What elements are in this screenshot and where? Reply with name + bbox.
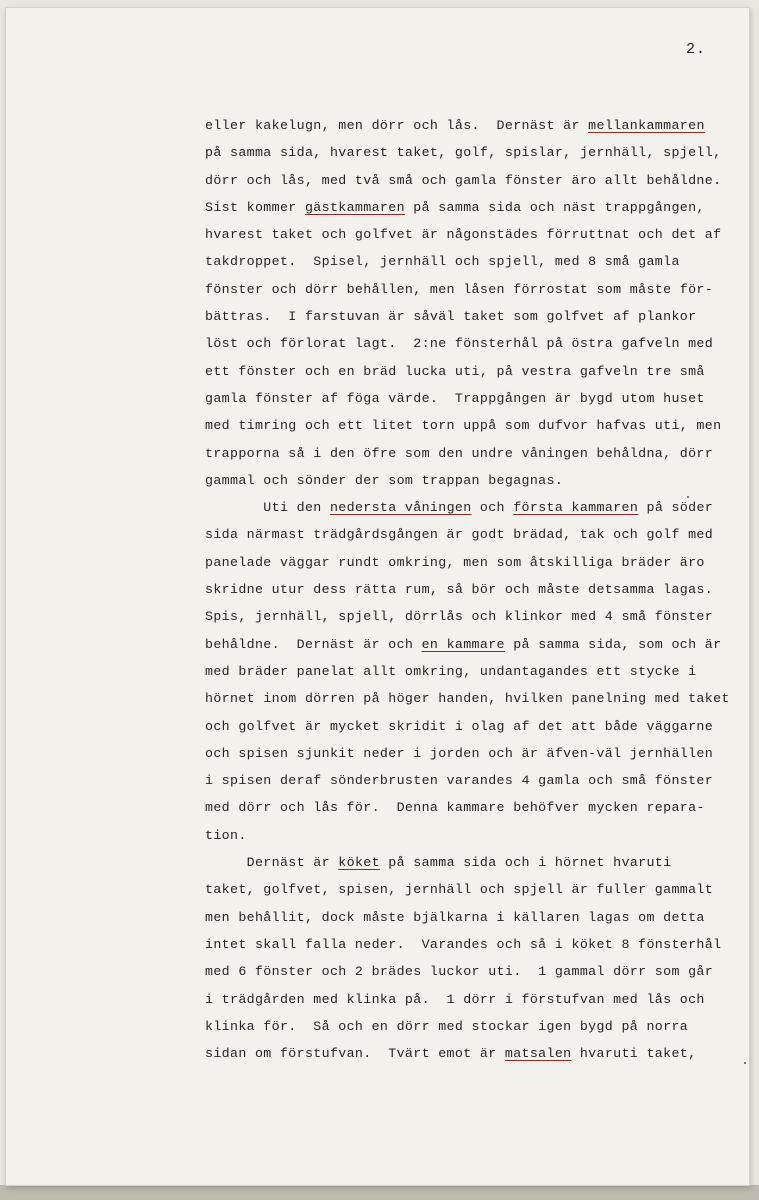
paper-speck	[744, 1062, 746, 1064]
text-line	[205, 1013, 735, 1040]
underlined-term: nedersta våningen	[329, 500, 472, 516]
text-line	[205, 494, 735, 521]
text-line	[205, 685, 735, 712]
text-line	[205, 330, 735, 357]
text-line	[205, 794, 735, 821]
text-line	[205, 904, 735, 931]
text-line	[205, 1040, 735, 1067]
text-segment: eller kakelugn, men dörr och lås. Dernäst är	[205, 118, 589, 133]
text-segment: hvaruti taket,	[571, 1046, 697, 1062]
text-segment: i trädgården med klinka på. 1 dörr i förstufvan med lås och	[205, 991, 705, 1007]
text-segment: hörnet inom dörren på höger handen, hvilken panelning med taket	[205, 691, 730, 707]
text-segment: på samma sida, som och är	[504, 636, 722, 652]
text-segment: med dörr och lås för. Denna kammare behöfver mycken repara-	[205, 800, 705, 816]
typewritten-body	[205, 112, 735, 1067]
text-segment: takdroppet. Spisel, jernhäll och spjell, med 8 små gamla	[205, 254, 680, 270]
text-segment: med 6 fönster och 2 brädes luckor uti. 1 gammal dörr som går	[205, 964, 714, 980]
text-segment: med bräder panelat allt omkring, undantagandes ett stycke i	[205, 663, 697, 679]
text-segment: skridne utur dess rätta rum, så bör och måste detsamma lagas.	[205, 582, 714, 598]
text-segment: Sist kommer	[205, 199, 305, 215]
text-segment: gamla fönster af föga värde. Trappgången är bygd utom huset	[205, 390, 705, 406]
text-segment: i spisen deraf sönderbrusten varandes 4 gamla och små fönster	[205, 773, 714, 789]
text-line	[205, 713, 735, 740]
text-line	[205, 467, 735, 494]
text-line	[205, 958, 735, 985]
text-line	[205, 767, 735, 794]
text-segment: men behållit, dock måste bjälkarna i källaren lagas om detta	[205, 909, 705, 925]
text-line	[205, 440, 735, 467]
page-number: 2.	[686, 41, 707, 58]
scan-background-edge	[0, 1185, 759, 1200]
text-line	[205, 194, 735, 221]
text-segment: sida närmast trädgårdsgången är godt brädad, tak och golf med	[205, 527, 714, 543]
text-segment: ett fönster och en bräd lucka uti, på vestra gafveln tre små	[205, 363, 705, 379]
text-segment: trapporna så i den öfre som den undre våningen behåldna, dörr	[205, 445, 714, 461]
text-segment: sidan om förstufvan. Tvärt emot är	[205, 1046, 505, 1062]
text-line	[205, 849, 735, 876]
text-line	[205, 521, 735, 548]
text-segment: klinka för. Så och en dörr med stockar igen bygd på norra	[205, 1018, 689, 1034]
text-segment: på samma sida och i hörnet hvaruti	[379, 855, 672, 871]
text-line	[205, 112, 735, 139]
text-line	[205, 576, 735, 603]
underlined-term: en kammare	[421, 636, 505, 652]
text-segment: hvarest taket och golfvet är någonstädes förruttnat och det af	[205, 227, 722, 243]
text-segment: tion.	[205, 827, 247, 843]
text-line	[205, 139, 735, 166]
text-line	[205, 658, 735, 685]
text-segment: intet skall falla neder. Varandes och så i köket 8 fönsterhål	[205, 936, 722, 952]
text-line	[205, 603, 735, 630]
text-line	[205, 358, 735, 385]
text-segment: Dernäst är	[205, 855, 339, 871]
underlined-term: mellankammaren	[588, 118, 705, 133]
text-segment: taket, golfvet, spisen, jernhäll och spjell är fuller gammalt	[205, 882, 714, 898]
text-segment: behåldne. Dernäst är och	[205, 636, 422, 652]
underlined-term: gästkammaren	[304, 199, 405, 215]
text-segment: med timring och ett litet torn uppå som dufvor hafvas uti, men	[205, 418, 722, 434]
text-segment: och golfvet är mycket skridit i olag af det att både väggarne	[205, 718, 714, 734]
text-line	[205, 740, 735, 767]
text-segment: och spisen sjunkit neder i jorden och är äfven-väl jernhällen	[205, 745, 714, 761]
text-line	[205, 303, 735, 330]
text-line	[205, 276, 735, 303]
underlined-term: matsalen	[504, 1046, 572, 1062]
text-segment: fönster och dörr behållen, men låsen förrostat som måste för-	[205, 281, 714, 297]
text-segment: löst och förlorat lagt. 2:ne fönsterhål på östra gafveln med	[205, 336, 714, 352]
text-line	[205, 876, 735, 903]
text-line	[205, 248, 735, 275]
text-segment: på samma sida, hvarest taket, golf, spislar, jernhäll, spjell,	[205, 145, 722, 161]
text-segment: gammal och sönder der som trappan begagnas.	[205, 472, 564, 488]
text-line	[205, 549, 735, 576]
text-line	[205, 167, 735, 194]
text-line	[205, 385, 735, 412]
underlined-term: köket	[338, 855, 380, 871]
text-segment: dörr och lås, med två små och gamla fönster äro allt behåldne.	[205, 172, 722, 188]
text-line	[205, 986, 735, 1013]
text-segment: Uti den	[205, 500, 330, 516]
text-segment: och	[471, 500, 514, 516]
text-line	[205, 631, 735, 658]
text-segment: Spis, jernhäll, spjell, dörrlås och klinkor med 4 små fönster	[205, 609, 714, 625]
text-line	[205, 931, 735, 958]
text-segment: panelade väggar rundt omkring, men som åtskilliga bräder äro	[205, 554, 705, 570]
text-segment: bättras. I farstuvan är såväl taket som golfvet af plankor	[205, 309, 697, 325]
text-line	[205, 221, 735, 248]
text-segment: på samma sida och näst trappgången,	[404, 199, 705, 215]
text-line	[205, 822, 735, 849]
text-line	[205, 412, 735, 439]
text-segment: på söder	[638, 500, 714, 516]
underlined-term: första kammaren	[513, 500, 639, 516]
